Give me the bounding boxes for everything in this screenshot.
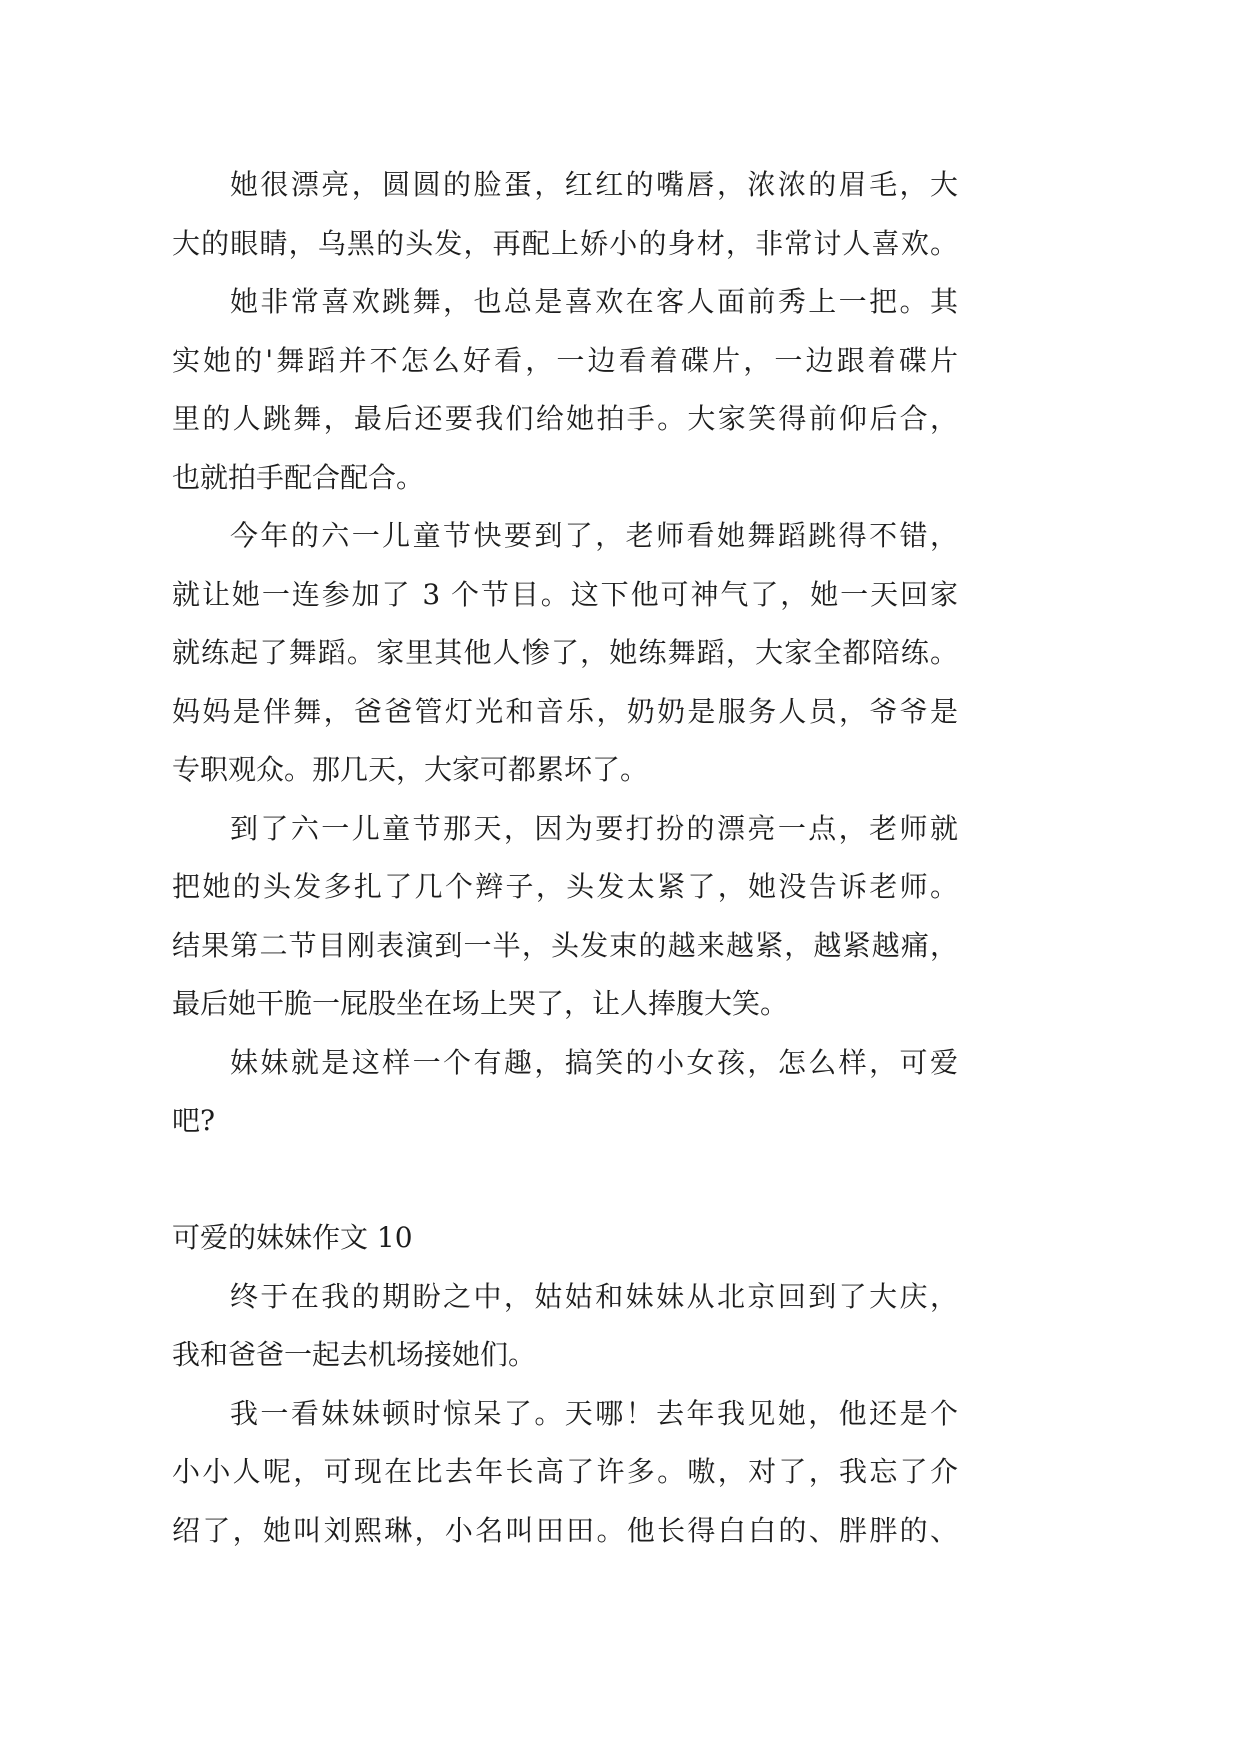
paragraph	[172, 507, 958, 800]
text-line: 今年的六一儿童节快要到了，老师看她舞蹈跳得不错，	[230, 519, 958, 552]
text-line: 就练起了舞蹈。家里其他人惨了，她练舞蹈，大家全都陪练。	[172, 636, 958, 669]
text-line: 终于在我的期盼之中，姑姑和妹妹从北京回到了大庆，	[230, 1279, 958, 1313]
text-line: 最后她干脆一屁股坐在场上哭了，让人捧腹大笑。	[172, 987, 789, 1020]
paragraph	[172, 1034, 958, 1151]
text-line: 绍了，她叫刘熙琳，小名叫田田。他长得白白的、胖胖的、	[172, 1513, 958, 1547]
text-line: 大的眼睛，乌黑的头发，再配上娇小的身材，非常讨人喜欢。	[172, 226, 958, 260]
paragraph	[172, 800, 958, 1034]
blank-line	[172, 1151, 958, 1210]
text-line: 她非常喜欢跳舞，也总是喜欢在客人面前秀上一把。其	[230, 285, 958, 318]
paragraph	[172, 1385, 958, 1561]
text-line: 妹妹就是这样一个有趣，搞笑的小女孩，怎么样，可爱	[230, 1045, 958, 1079]
text-line: 我和爸爸一起去机场接她们。	[172, 1338, 537, 1371]
text-line: 吧?	[172, 1104, 216, 1137]
essay-title: 可爱的妹妹作文 10	[172, 1221, 413, 1254]
text-line: 就让她一连参加了 3 个节目。这下他可神气了，她一天回家	[172, 577, 958, 611]
text-line: 专职观众。那几天，大家可都累坏了。	[172, 753, 649, 786]
text-line: 小小人呢，可现在比去年长高了许多。嗷，对了，我忘了介	[172, 1455, 958, 1488]
text-line: 里的人跳舞，最后还要我们给她拍手。大家笑得前仰后合，	[172, 402, 958, 435]
text-line: 把她的头发多扎了几个辫子，头发太紧了，她没告诉老师。	[172, 870, 958, 903]
text-line: 也就拍手配合配合。	[172, 460, 425, 494]
paragraph	[172, 273, 958, 507]
text-line: 她很漂亮，圆圆的脸蛋，红红的嘴唇，浓浓的眉毛，大	[230, 168, 958, 201]
text-line: 妈妈是伴舞，爸爸管灯光和音乐，奶奶是服务人员，爷爷是	[172, 694, 958, 728]
text-line: 结果第二节目刚表演到一半，头发束的越来越紧，越紧越痛，	[172, 928, 958, 962]
document-body	[172, 156, 958, 1560]
paragraph	[172, 1268, 958, 1385]
text-line: 到了六一儿童节那天，因为要打扮的漂亮一点，老师就	[230, 811, 958, 845]
paragraph	[172, 156, 958, 273]
text-line: 实她的'舞蹈并不怎么好看，一边看着碟片，一边跟着碟片	[172, 343, 958, 377]
text-line: 我一看妹妹顿时惊呆了。天哪！去年我见她，他还是个	[230, 1396, 958, 1430]
